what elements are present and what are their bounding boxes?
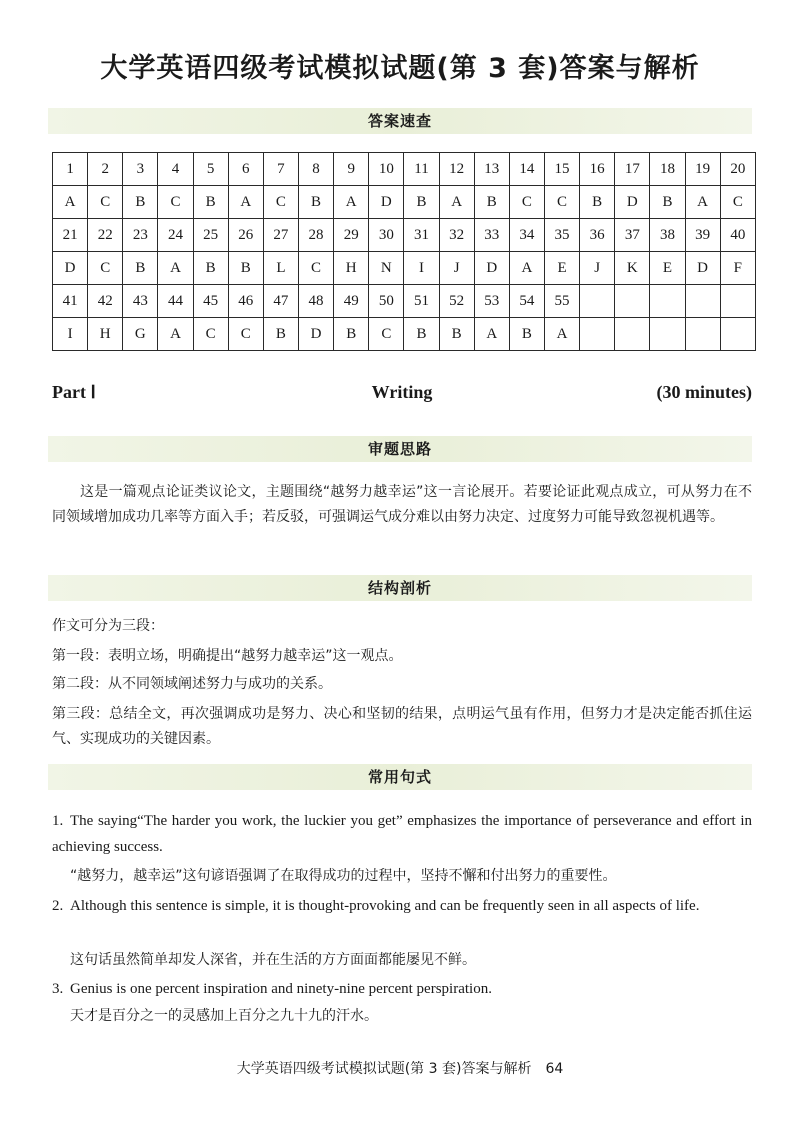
question-number-cell: 33	[474, 219, 509, 252]
question-number-cell: 24	[158, 219, 193, 252]
question-number-cell: 1	[53, 153, 88, 186]
answer-cell	[720, 318, 755, 351]
answer-cell: A	[474, 318, 509, 351]
answer-cell: L	[263, 252, 298, 285]
answer-cell: E	[650, 252, 685, 285]
question-number-cell: 45	[193, 285, 228, 318]
answer-cell: I	[53, 318, 88, 351]
answer-cell: F	[720, 252, 755, 285]
question-number-cell: 50	[369, 285, 404, 318]
answer-cell: I	[404, 252, 439, 285]
answer-cell: J	[439, 252, 474, 285]
answer-cell: B	[404, 318, 439, 351]
sentence-translation: 天才是百分之一的灵感加上百分之九十九的汗水。	[70, 1008, 378, 1024]
question-number-cell: 28	[298, 219, 333, 252]
question-number-cell: 13	[474, 153, 509, 186]
part-header	[52, 382, 752, 408]
question-number-cell: 14	[509, 153, 544, 186]
answer-cell: A	[228, 186, 263, 219]
answer-key-heading: 答案速查	[48, 108, 752, 134]
question-number-cell	[615, 285, 650, 318]
answer-cell: B	[509, 318, 544, 351]
answer-cell: C	[88, 252, 123, 285]
question-number-cell	[720, 285, 755, 318]
sentence-english: Although this sentence is simple, it is thought-provoking and can be frequently seen in all aspects of life.	[70, 898, 700, 914]
answer-cell: H	[88, 318, 123, 351]
part-label: Part Ⅰ	[52, 382, 96, 402]
question-number-cell: 5	[193, 153, 228, 186]
answer-cell: B	[228, 252, 263, 285]
answer-cell: B	[580, 186, 615, 219]
answer-cell	[580, 318, 615, 351]
answer-cell: D	[298, 318, 333, 351]
question-number-cell: 41	[53, 285, 88, 318]
answer-cell: B	[474, 186, 509, 219]
answer-cell	[615, 318, 650, 351]
question-number-cell: 52	[439, 285, 474, 318]
answer-cell: A	[509, 252, 544, 285]
page-title: 大学英语四级考试模拟试题(第 3 套)答案与解析	[100, 53, 700, 84]
answer-row	[53, 318, 756, 351]
question-number-cell	[685, 285, 720, 318]
answer-cell: N	[369, 252, 404, 285]
question-number-cell: 11	[404, 153, 439, 186]
answer-cell: C	[228, 318, 263, 351]
question-number-cell: 21	[53, 219, 88, 252]
sentence-item	[52, 808, 752, 860]
answer-cell: B	[404, 186, 439, 219]
answer-cell: C	[298, 252, 333, 285]
part-time: (30 minutes)	[656, 382, 752, 402]
sentences-heading: 常用句式	[48, 764, 752, 790]
question-number-cell: 53	[474, 285, 509, 318]
question-number-cell: 54	[509, 285, 544, 318]
question-number-cell: 38	[650, 219, 685, 252]
sentence-item	[52, 976, 752, 1002]
answer-cell: C	[369, 318, 404, 351]
answer-cell: E	[544, 252, 579, 285]
question-number-cell: 35	[544, 219, 579, 252]
answer-cell	[685, 318, 720, 351]
structure-line: 作文可分为三段：	[52, 618, 164, 634]
question-number-cell: 29	[334, 219, 369, 252]
question-number-cell: 51	[404, 285, 439, 318]
structure-heading: 结构剖析	[48, 575, 752, 601]
question-number-cell: 25	[193, 219, 228, 252]
question-number-cell: 17	[615, 153, 650, 186]
sentence-english: Genius is one percent inspiration and ninety-nine percent perspiration.	[70, 981, 492, 997]
answer-cell: C	[720, 186, 755, 219]
answer-row	[53, 252, 756, 285]
answer-cell: D	[474, 252, 509, 285]
page-footer	[0, 1058, 800, 1078]
answer-cell: B	[439, 318, 474, 351]
answer-cell: A	[158, 318, 193, 351]
structure-line: 第二段：从不同领域阐述努力与成功的关系。	[52, 676, 332, 692]
answer-cell: C	[263, 186, 298, 219]
answer-cell: B	[298, 186, 333, 219]
question-number-cell: 15	[544, 153, 579, 186]
question-number-cell: 55	[544, 285, 579, 318]
answer-cell: J	[580, 252, 615, 285]
question-number-cell: 32	[439, 219, 474, 252]
question-number-cell: 48	[298, 285, 333, 318]
question-number-cell: 37	[615, 219, 650, 252]
answer-cell: D	[53, 252, 88, 285]
question-number-cell: 43	[123, 285, 158, 318]
question-number-row	[53, 285, 756, 318]
structure-line: 第一段：表明立场，明确提出“越努力越幸运”这一观点。	[52, 648, 403, 664]
answer-cell	[650, 318, 685, 351]
answer-row	[53, 186, 756, 219]
question-number-cell: 27	[263, 219, 298, 252]
question-number-cell: 42	[88, 285, 123, 318]
question-number-cell: 46	[228, 285, 263, 318]
question-number-cell: 23	[123, 219, 158, 252]
question-number-cell: 19	[685, 153, 720, 186]
sentence-number: 2.	[52, 898, 64, 914]
question-number-cell: 8	[298, 153, 333, 186]
sentence-item	[52, 893, 752, 919]
question-number-row	[53, 219, 756, 252]
sentence-translation: “越努力，越幸运”这句谚语强调了在取得成功的过程中，坚持不懈和付出努力的重要性。	[70, 868, 617, 884]
answer-cell: A	[544, 318, 579, 351]
answer-cell: D	[369, 186, 404, 219]
answer-cell: C	[158, 186, 193, 219]
answer-cell: B	[193, 186, 228, 219]
question-number-cell	[580, 285, 615, 318]
question-number-cell: 7	[263, 153, 298, 186]
question-number-row	[53, 153, 756, 186]
answer-cell: B	[334, 318, 369, 351]
answer-cell: A	[53, 186, 88, 219]
answer-cell: A	[439, 186, 474, 219]
structure-line: 第三段：总结全文，再次强调成功是努力、决心和坚韧的结果，点明运气虽有作用，但努力才是决定能否抓住运气、实现成功的关键因素。	[52, 706, 752, 747]
answer-cell: K	[615, 252, 650, 285]
question-number-cell	[650, 285, 685, 318]
part-name: Writing	[371, 382, 433, 402]
question-number-cell: 16	[580, 153, 615, 186]
answer-cell: B	[263, 318, 298, 351]
question-number-cell: 30	[369, 219, 404, 252]
answer-cell: B	[193, 252, 228, 285]
answer-cell: D	[615, 186, 650, 219]
question-number-cell: 39	[685, 219, 720, 252]
question-number-cell: 36	[580, 219, 615, 252]
question-number-cell: 9	[334, 153, 369, 186]
sentence-english: The saying“The harder you work, the luckier you get” emphasizes the importance of perseverance and effort in achieving success.	[52, 813, 752, 855]
sentence-number: 3.	[52, 981, 64, 997]
page-number: 64	[545, 1061, 564, 1077]
question-number-cell: 6	[228, 153, 263, 186]
question-number-cell: 18	[650, 153, 685, 186]
question-number-cell: 40	[720, 219, 755, 252]
question-number-cell: 12	[439, 153, 474, 186]
answer-cell: B	[123, 252, 158, 285]
answer-cell: C	[193, 318, 228, 351]
question-number-cell: 2	[88, 153, 123, 186]
footer-title: 大学英语四级考试模拟试题(第 3 套)答案与解析	[236, 1061, 532, 1077]
answer-cell: A	[334, 186, 369, 219]
question-number-cell: 47	[263, 285, 298, 318]
question-number-cell: 31	[404, 219, 439, 252]
answer-cell: C	[88, 186, 123, 219]
answer-cell: D	[685, 252, 720, 285]
answer-cell: H	[334, 252, 369, 285]
question-number-cell: 3	[123, 153, 158, 186]
answer-cell: C	[544, 186, 579, 219]
question-number-cell: 20	[720, 153, 755, 186]
answer-cell: C	[509, 186, 544, 219]
question-number-cell: 22	[88, 219, 123, 252]
answer-cell: A	[158, 252, 193, 285]
question-number-cell: 10	[369, 153, 404, 186]
answer-cell: B	[650, 186, 685, 219]
sentence-translation: 这句话虽然简单却发人深省，并在生活的方方面面都能屡见不鲜。	[70, 952, 476, 968]
analysis-heading: 审题思路	[48, 436, 752, 462]
answer-cell: B	[123, 186, 158, 219]
analysis-text: 这是一篇观点论证类议论文，主题围绕“越努力越幸运”这一言论展开。若要论证此观点成立，可从努力在不同领域增加成功几率等方面入手；若反驳，可强调运气成分难以由努力决定、过度努力可能导致忽视机遇等。	[52, 484, 752, 525]
answer-cell: G	[123, 318, 158, 351]
sentence-number: 1.	[52, 813, 64, 829]
answer-cell: A	[685, 186, 720, 219]
question-number-cell: 34	[509, 219, 544, 252]
question-number-cell: 49	[334, 285, 369, 318]
answer-key-table	[52, 152, 756, 351]
question-number-cell: 44	[158, 285, 193, 318]
question-number-cell: 4	[158, 153, 193, 186]
question-number-cell: 26	[228, 219, 263, 252]
